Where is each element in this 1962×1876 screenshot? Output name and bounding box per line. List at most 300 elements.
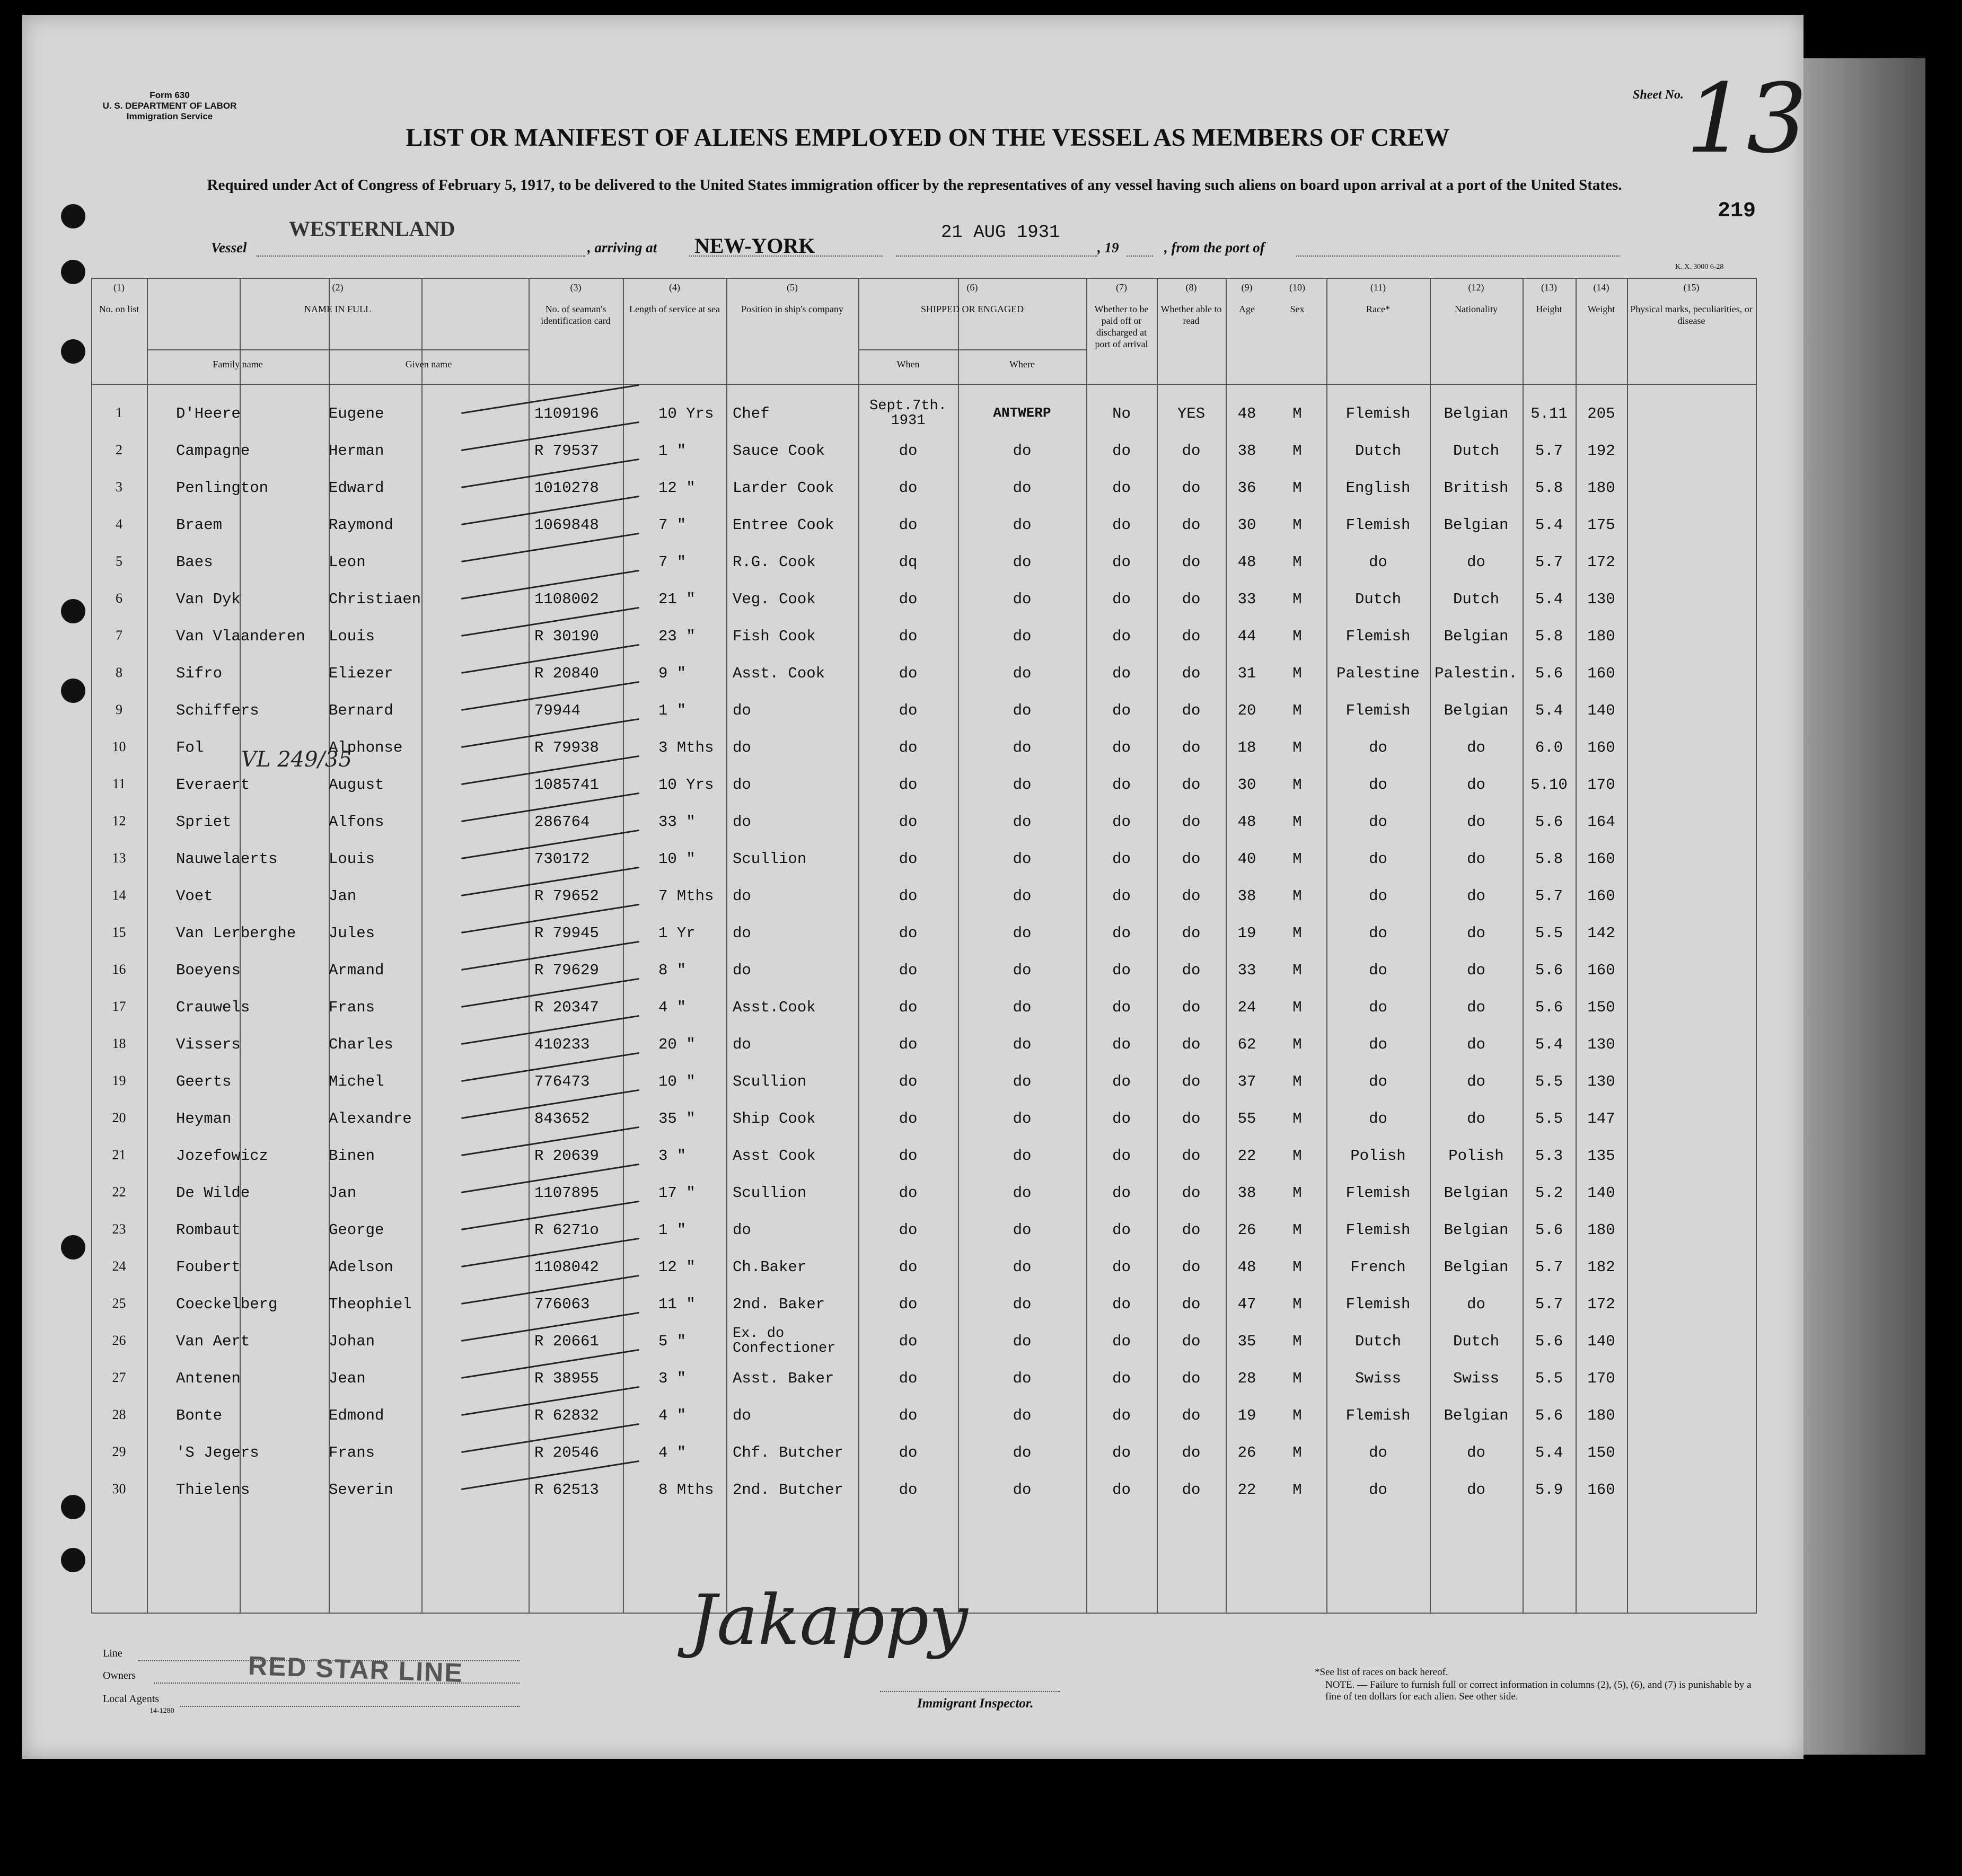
shipped-when: do [899, 776, 918, 794]
able-to-read: do [1182, 924, 1201, 942]
weight: 142 [1587, 924, 1615, 942]
ship-position: do [733, 962, 751, 979]
able-to-read: do [1182, 999, 1201, 1016]
age: 22 [1237, 1147, 1256, 1165]
inspector-signature: Jakappy [689, 1580, 968, 1660]
sex: M [1292, 1444, 1302, 1461]
age: 33 [1237, 591, 1256, 608]
given-name: Severin [329, 1481, 393, 1499]
race: Polish [1350, 1147, 1406, 1165]
sex: M [1292, 442, 1302, 460]
family-name: Jozefowicz [176, 1147, 269, 1165]
shipped-where: ANTWERP [993, 405, 1051, 421]
shipped-when: do [899, 702, 918, 719]
given-name: Louis [329, 850, 375, 868]
form-subtitle: Required under Act of Congress of February 5, 1917, to be delivered to the United States immigration officer by the representatives of any vessel having such aliens on board upon arrival at a port of the United States. [207, 177, 1622, 193]
race: do [1369, 739, 1387, 756]
sex: M [1292, 962, 1302, 979]
family-name: Foubert [176, 1258, 241, 1276]
table-row [91, 813, 1756, 850]
ship-position: do [733, 776, 751, 794]
seaman-card-number: R 20546 [534, 1444, 599, 1461]
column-number: (10) [1289, 282, 1305, 293]
year-underline [1127, 254, 1153, 257]
paid-off: do [1112, 591, 1131, 608]
ship-position: Ch.Baker [733, 1258, 807, 1276]
shipped-when: do [899, 1444, 918, 1461]
stamp-number: 219 [1718, 199, 1756, 223]
row-number: 17 [112, 999, 126, 1014]
seaman-card-number: R 79652 [534, 887, 599, 905]
table-row [91, 924, 1756, 962]
race: do [1369, 887, 1387, 905]
table-row [91, 1407, 1756, 1444]
nationality: do [1467, 1481, 1485, 1499]
column-header: No. on list [99, 304, 139, 314]
column-header: Height [1536, 304, 1562, 314]
sheet-label: Sheet No. [1633, 88, 1684, 102]
able-to-read: do [1182, 665, 1201, 682]
row-number: 28 [112, 1407, 126, 1422]
given-name: George [329, 1221, 384, 1239]
given-name: Jan [329, 1184, 357, 1202]
length-of-service: 1 " [658, 442, 687, 460]
column-number: (1) [113, 282, 125, 293]
race: Palestine [1336, 665, 1420, 682]
length-of-service: 7 " [658, 553, 687, 571]
shipped-where: do [1013, 1073, 1032, 1090]
nationality: do [1467, 1444, 1485, 1461]
table-row [91, 591, 1756, 628]
able-to-read: do [1182, 553, 1201, 571]
able-to-read: do [1182, 442, 1201, 460]
age: 48 [1237, 405, 1256, 422]
family-name: Penlington [176, 479, 269, 497]
shipped-when: do [899, 591, 918, 608]
row-number: 7 [116, 628, 122, 643]
table-row [91, 887, 1756, 924]
able-to-read: do [1182, 850, 1201, 868]
height: 5.5 [1535, 1370, 1563, 1387]
row-number: 9 [116, 702, 122, 717]
seaman-card-number: R 38955 [534, 1370, 599, 1387]
length-of-service: 4 " [658, 1444, 687, 1461]
shipped-when: do [899, 739, 918, 756]
race: Dutch [1354, 1333, 1401, 1350]
length-of-service: 3 " [658, 1147, 687, 1165]
race: do [1369, 1036, 1387, 1053]
row-number: 12 [112, 813, 126, 829]
given-name: Herman [329, 442, 384, 460]
shipped-where: do [1013, 1184, 1032, 1202]
paid-off: do [1112, 1147, 1131, 1165]
paid-off: do [1112, 1370, 1131, 1387]
family-name: Baes [176, 553, 213, 571]
family-name: Voet [176, 887, 213, 905]
weight: 160 [1587, 962, 1615, 979]
subheader-where: Where [1009, 359, 1035, 369]
sex: M [1292, 1258, 1302, 1276]
table-row [91, 1073, 1756, 1110]
binder-hole [61, 260, 85, 284]
family-name: Heyman [176, 1110, 232, 1128]
length-of-service: 3 " [658, 1370, 687, 1387]
seaman-card-number: R 20840 [534, 665, 599, 682]
seaman-card-number: R 79945 [534, 924, 599, 942]
family-name: Everaert [176, 776, 250, 794]
nationality: do [1467, 924, 1485, 942]
table-row [91, 553, 1756, 591]
paid-off: do [1112, 1110, 1131, 1128]
shipped-when: do [899, 1370, 918, 1387]
race: Flemish [1345, 405, 1411, 422]
given-name: Leon [329, 553, 366, 571]
row-number: 13 [112, 850, 126, 866]
able-to-read: do [1182, 702, 1201, 719]
subheader-family: Family name [213, 359, 263, 369]
age: 55 [1237, 1110, 1256, 1128]
shipped-when: do [899, 1110, 918, 1128]
weight: 130 [1587, 1036, 1615, 1053]
height: 5.11 [1530, 405, 1568, 422]
paid-off: do [1112, 1073, 1131, 1090]
binder-hole [61, 1548, 85, 1572]
length-of-service: 10 Yrs [658, 405, 714, 422]
given-name: Frans [329, 999, 375, 1016]
given-name: Theophiel [329, 1296, 412, 1313]
seaman-card-number: R 79938 [534, 739, 599, 756]
sheet-number: 13 [1686, 64, 1808, 174]
race: do [1369, 776, 1387, 794]
given-name: Louis [329, 628, 375, 645]
paid-off: do [1112, 442, 1131, 460]
family-name: Van Aert [176, 1333, 250, 1350]
family-name: 'S Jegers [176, 1444, 259, 1461]
ship-position: Scullion [733, 1184, 807, 1202]
nationality: do [1467, 553, 1485, 571]
weight: 192 [1587, 442, 1615, 460]
sex: M [1292, 1073, 1302, 1090]
shipped-when: do [899, 962, 918, 979]
family-name: Fol [176, 739, 204, 756]
shipped-where: do [1013, 1258, 1032, 1276]
column-header: Sex [1290, 304, 1305, 314]
column-number: (14) [1593, 282, 1609, 293]
able-to-read: YES [1177, 405, 1206, 422]
age: 48 [1237, 813, 1256, 831]
seaman-card-number: R 20639 [534, 1147, 599, 1165]
ship-position: R.G. Cook [733, 553, 816, 571]
nationality: Belgian [1444, 1258, 1509, 1276]
height: 5.2 [1535, 1184, 1563, 1202]
shipped-when: do [899, 665, 918, 682]
paid-off: do [1112, 516, 1131, 534]
column-number: (2) [332, 282, 344, 293]
age: 30 [1237, 516, 1256, 534]
sex: M [1292, 1036, 1302, 1053]
height: 5.6 [1535, 1333, 1563, 1350]
age: 38 [1237, 887, 1256, 905]
shipped-where: do [1013, 999, 1032, 1016]
paid-off: do [1112, 739, 1131, 756]
seaman-card-number: 1107895 [534, 1184, 599, 1202]
weight: 130 [1587, 1073, 1615, 1090]
shipped-where: do [1013, 887, 1032, 905]
row-number: 1 [116, 405, 122, 420]
row-number: 18 [112, 1036, 126, 1051]
arrival-date-stamp: 21 AUG 1931 [941, 223, 1060, 243]
given-name: Binen [329, 1147, 375, 1165]
ship-position: do [733, 702, 751, 719]
age: 31 [1237, 665, 1256, 682]
able-to-read: do [1182, 1073, 1201, 1090]
ship-position: Veg. Cook [733, 591, 816, 608]
binder-hole [61, 1495, 85, 1519]
family-name: Vissers [176, 1036, 241, 1053]
shipped-when: dq [899, 553, 918, 571]
year-label: , 19 [1097, 240, 1119, 256]
family-name: Thielens [176, 1481, 250, 1499]
sex: M [1292, 776, 1302, 794]
height: 5.9 [1535, 1481, 1563, 1499]
ship-position: do [733, 813, 751, 831]
family-name: Schiffers [176, 702, 259, 719]
given-name: Armand [329, 962, 384, 979]
length-of-service: 10 " [658, 850, 696, 868]
paid-off: do [1112, 924, 1131, 942]
race: Flemish [1345, 702, 1411, 719]
paid-off: do [1112, 1221, 1131, 1239]
form-code: K. X. 3000 6-28 [1675, 263, 1724, 271]
length-of-service: 7 Mths [658, 887, 714, 905]
age: 19 [1237, 924, 1256, 942]
weight: 150 [1587, 999, 1615, 1016]
seaman-card-number: 1085741 [534, 776, 599, 794]
sex: M [1292, 1370, 1302, 1387]
column-number: (11) [1370, 282, 1386, 293]
able-to-read: do [1182, 1333, 1201, 1350]
column-header: Length of service at sea [629, 304, 720, 314]
subheader-given: Given name [405, 359, 452, 369]
able-to-read: do [1182, 1407, 1201, 1424]
able-to-read: do [1182, 516, 1201, 534]
age: 62 [1237, 1036, 1256, 1053]
row-number: 19 [112, 1073, 126, 1088]
table-top-rule [91, 278, 1756, 279]
family-name: Braem [176, 516, 223, 534]
family-name: Boeyens [176, 962, 241, 979]
shipped-when: do [899, 1407, 918, 1424]
race-note: *See list of races on back hereof. [1315, 1667, 1448, 1678]
nationality: do [1467, 999, 1485, 1016]
ship-position: Asst. Cook [733, 665, 825, 682]
row-number: 27 [112, 1370, 126, 1385]
family-name: Nauwelaerts [176, 850, 278, 868]
able-to-read: do [1182, 813, 1201, 831]
paid-off: do [1112, 1444, 1131, 1461]
ship-position: 2nd. Baker [733, 1296, 825, 1313]
column-header: Age [1239, 304, 1255, 314]
table-row [91, 398, 1756, 442]
height: 5.4 [1535, 702, 1563, 719]
seaman-card-number: R 20347 [534, 999, 599, 1016]
paid-off: No [1112, 405, 1131, 422]
age: 24 [1237, 999, 1256, 1016]
penalty-note: NOTE. — Failure to furnish full or correct information in columns (2), (5), (6), and (7) is punishable by a fine of ten dollars for each alien. See other side. [1325, 1679, 1752, 1702]
race: English [1345, 479, 1411, 497]
table-row [91, 1258, 1756, 1296]
nationality: do [1467, 1073, 1485, 1090]
seaman-card-number: R 79629 [534, 962, 599, 979]
column-header: Whether able to read [1160, 304, 1222, 326]
able-to-read: do [1182, 1370, 1201, 1387]
given-name: Bernard [329, 702, 393, 719]
race: Flemish [1345, 1407, 1411, 1424]
shipped-where: do [1013, 702, 1032, 719]
table-row [91, 1184, 1756, 1221]
shipped-where: do [1013, 1147, 1032, 1165]
nationality: do [1467, 962, 1485, 979]
paid-off: do [1112, 702, 1131, 719]
agents-code: 14-1280 [149, 1707, 174, 1715]
table-row [91, 776, 1756, 813]
nationality: Belgian [1444, 1407, 1509, 1424]
weight: 135 [1587, 1147, 1615, 1165]
able-to-read: do [1182, 776, 1201, 794]
paid-off: do [1112, 850, 1131, 868]
nationality: Dutch [1453, 591, 1499, 608]
able-to-read: do [1182, 1296, 1201, 1313]
sex: M [1292, 1296, 1302, 1313]
race: Flemish [1345, 628, 1411, 645]
given-name: Alphonse [329, 739, 403, 756]
given-name: Jean [329, 1370, 366, 1387]
column-header: SHIPPED OR ENGAGED [920, 304, 1024, 314]
weight: 182 [1587, 1258, 1615, 1276]
row-number: 16 [112, 962, 126, 977]
ship-position: Larder Cook [733, 479, 834, 497]
weight: 160 [1587, 850, 1615, 868]
seaman-card-number: 410233 [534, 1036, 590, 1053]
able-to-read: do [1182, 1147, 1201, 1165]
given-name: Edward [329, 479, 384, 497]
shipped-when: do [899, 1333, 918, 1350]
able-to-read: do [1182, 1481, 1201, 1499]
length-of-service: 17 " [658, 1184, 696, 1202]
length-of-service: 1 " [658, 1221, 687, 1239]
line-stamp: RED STAR LINE [248, 1650, 464, 1688]
row-number: 15 [112, 924, 126, 940]
shipped-when: do [899, 1221, 918, 1239]
race: do [1369, 553, 1387, 571]
local-agents-label: Local Agents [103, 1693, 160, 1705]
seaman-card-number: R 30190 [534, 628, 599, 645]
shipped-when: do [899, 516, 918, 534]
weight: 140 [1587, 702, 1615, 719]
column-number: (7) [1116, 282, 1127, 293]
length-of-service: 8 " [658, 962, 687, 979]
height: 5.5 [1535, 1073, 1563, 1090]
given-name: Frans [329, 1444, 375, 1461]
length-of-service: 23 " [658, 628, 696, 645]
seaman-card-number: 776063 [534, 1296, 590, 1313]
age: 48 [1237, 1258, 1256, 1276]
weight: 180 [1587, 1221, 1615, 1239]
able-to-read: do [1182, 1258, 1201, 1276]
paid-off: do [1112, 1481, 1131, 1499]
column-number: (5) [787, 282, 798, 293]
age: 26 [1237, 1221, 1256, 1239]
nationality: do [1467, 813, 1485, 831]
sex: M [1292, 479, 1302, 497]
vessel-underline [257, 254, 585, 257]
nationality: Belgian [1444, 628, 1509, 645]
row-number: 29 [112, 1444, 126, 1459]
owners-label: Owners [103, 1670, 136, 1681]
family-name: Van Dyk [176, 591, 241, 608]
race: do [1369, 1444, 1387, 1461]
nationality: Belgian [1444, 405, 1509, 422]
family-name: Rombaut [176, 1221, 241, 1239]
paid-off: do [1112, 1333, 1131, 1350]
shipped-when: do [899, 442, 918, 460]
nationality: Palestin. [1435, 665, 1518, 682]
sex: M [1292, 628, 1302, 645]
length-of-service: 21 " [658, 591, 696, 608]
ship-position: Ship Cook [733, 1110, 816, 1128]
length-of-service: 12 " [658, 479, 696, 497]
signature-underline [880, 1691, 1060, 1692]
length-of-service: 35 " [658, 1110, 696, 1128]
length-of-service: 9 " [658, 665, 687, 682]
given-name: Charles [329, 1036, 393, 1053]
nationality: Belgian [1444, 702, 1509, 719]
agents-underline [180, 1706, 520, 1707]
table-row [91, 1481, 1756, 1518]
given-name: Johan [329, 1333, 375, 1350]
nationality: Dutch [1453, 442, 1499, 460]
weight: 170 [1587, 776, 1615, 794]
shipped-where: do [1013, 1221, 1032, 1239]
table-row [91, 1147, 1756, 1184]
paid-off: do [1112, 1036, 1131, 1053]
family-name: Campagne [176, 442, 250, 460]
seaman-card-number: R 20661 [534, 1333, 599, 1350]
shipped-where: do [1013, 665, 1032, 682]
race: do [1369, 1073, 1387, 1090]
form-number: Form 630 [149, 90, 190, 100]
length-of-service: 8 Mths [658, 1481, 714, 1499]
ship-position: Asst. Baker [733, 1370, 834, 1387]
sex: M [1292, 1184, 1302, 1202]
ship-position: Asst Cook [733, 1147, 816, 1165]
family-name: Bonte [176, 1407, 223, 1424]
table-row [91, 665, 1756, 702]
shipped-where: do [1013, 850, 1032, 868]
weight: 180 [1587, 628, 1615, 645]
column-header: Whether to be paid off or discharged at port of arrival [1094, 304, 1149, 349]
height: 5.5 [1535, 1110, 1563, 1128]
paid-off: do [1112, 1407, 1131, 1424]
paid-off: do [1112, 1258, 1131, 1276]
paid-off: do [1112, 1296, 1131, 1313]
family-name: Crauwels [176, 999, 250, 1016]
binder-hole [61, 679, 85, 703]
shipped-where: do [1013, 1296, 1032, 1313]
table-row [91, 479, 1756, 516]
weight: 175 [1587, 516, 1615, 534]
row-number: 6 [116, 591, 122, 606]
